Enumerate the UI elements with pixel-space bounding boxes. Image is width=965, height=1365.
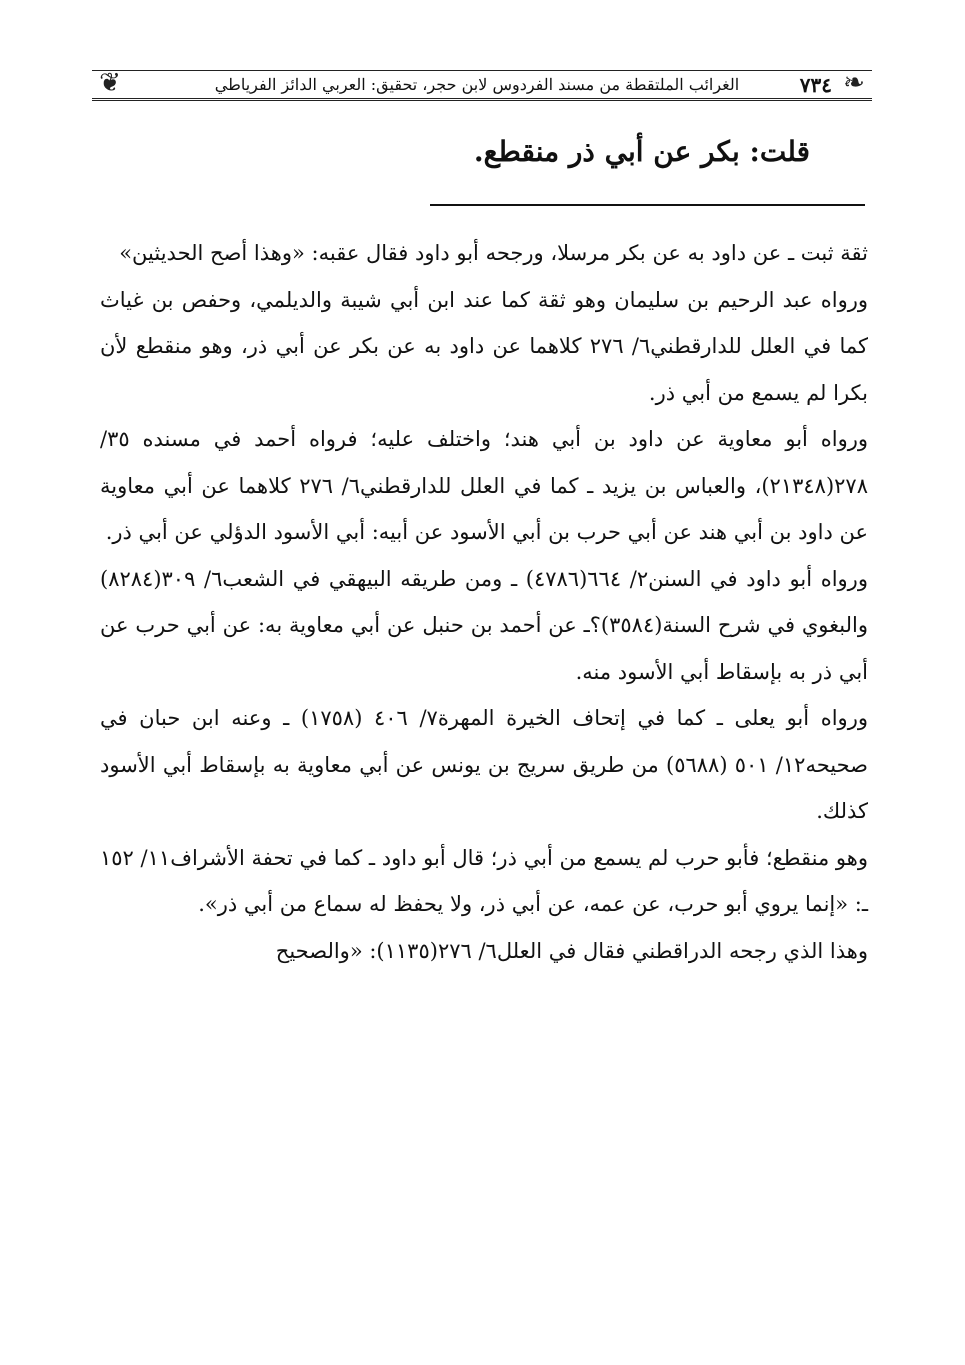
footnote-body bbox=[100, 230, 868, 974]
footnote-separator bbox=[430, 204, 865, 206]
footnote-paragraph: ورواه أبو يعلى ـ كما في إتحاف الخيرة المهرة٧/ ٤٠٦ (١٧٥٨) ـ وعنه ابن حبان في صحيحه١٢/ ٥٠١ (٥٦٨٨) من طريق سريج بن يونس عن أبي معاوية به بإسقاط أبي الأسود كذلك. bbox=[100, 706, 868, 823]
footnote-paragraph: وهو منقطع؛ فأبو حرب لم يسمع من أبي ذر؛ قال أبو داود ـ كما في تحفة الأشراف١١/ ١٥٢ ـ: «إنما يروي أبو حرب، عن عمه، عن أبي ذر، ولا يحفظ له سماع من أبي ذر». bbox=[100, 845, 868, 916]
running-title: الغرائب الملتقطة من مسند الفردوس لابن حجر، تحقيق: العربي الدائز الفرياطي bbox=[214, 75, 740, 94]
page-number: ٧٣٤ bbox=[799, 73, 832, 97]
footnote-paragraph: ورواه أبو معاوية عن داود بن أبي هند؛ واختلف عليه؛ فرواه أحمد في مسنده ٣٥/ ٢٧٨(٢١٣٤٨)، والعباس بن يزيد ـ كما في العلل للدارقطني٦/ ٢٧٦ كلاهما عن أبي معاوية عن داود بن أبي هند عن أبي حرب بن أبي الأسود عن أبيه: أبي الأسود الدؤلي عن أبي ذر. bbox=[100, 427, 868, 544]
footnote-paragraph: ورواه عبد الرحيم بن سليمان وهو ثقة كما عند ابن أبي شيبة والديلمي، وحفص بن غياث كما في العلل للدارقطني٦/ ٢٧٦ كلاهما عن داود به عن بكر عن أبي ذر، وهو منقطع لأن بكرا لم يسمع من أبي ذر. bbox=[100, 287, 868, 405]
footnote-paragraph: ثقة ثبت ـ عن داود به عن بكر مرسلا، ورجحه أبو داود فقال عقبه: «وهذا أصح الحديثين» bbox=[119, 241, 868, 265]
footnote-paragraph: وهذا الذي رجحه الدراقطني فقال في العلل٦/ ٢٧٦(١١٣٥): «والصحيح bbox=[275, 938, 868, 963]
footnote-paragraph: ورواه أبو داود في السنن٢/ ٦٦٤(٤٧٨٦) ـ ومن طريقه البيهقي في الشعب٦/ ٣٠٩(٨٢٨٤) والبغوي في شرح السنة(٣٥٨٤)؟ـ عن أحمد بن حنبل عن أبي معاوية به: عن أبي حرب عن أبي ذر به بإسقاط أبي الأسود منه. bbox=[100, 566, 868, 684]
section-heading: قلت: بكر عن أبي ذر منقطع. bbox=[473, 135, 810, 168]
floral-ornament-icon: ❦ bbox=[99, 68, 121, 98]
floral-ornament-icon: ❧ bbox=[843, 68, 865, 98]
header-rule bbox=[92, 70, 872, 71]
page-header bbox=[92, 66, 872, 106]
header-double-rule bbox=[92, 98, 872, 101]
